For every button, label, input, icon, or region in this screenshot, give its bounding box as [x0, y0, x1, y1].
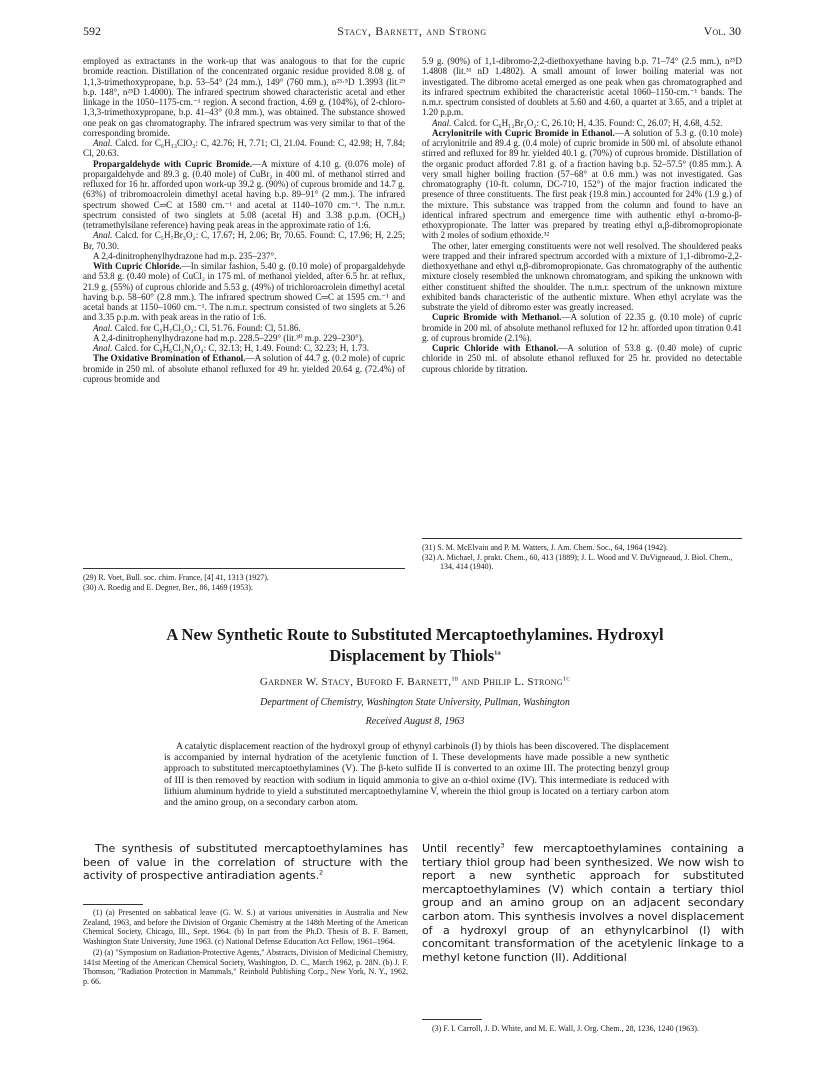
- footnote: (30) A. Roedig and E. Degner, Ber., 86, 1469 (1953).: [83, 582, 253, 592]
- paragraph: [83, 138, 405, 159]
- running-authors: Stacy, Barnett, and Strong: [337, 24, 487, 38]
- byline: [90, 676, 740, 688]
- abstract: A catalytic displacement reaction of the hydroxyl group of ethynyl carbinols (I) by thiols has been discovered. The displacement is accompanied by internal hydration of the acetylenic function of I. These developments have made possible a new synthetic approach to substituted mercaptoethylamines (V). The β-keto sulfide II is converted to an oxime III. The protecting benzyl group of III is then removed by reaction with sodium in liquid ammonia to give an α-thiol oxime (IV). This intermediate is reduced with lithium aluminum hydride to yield a substituted mercaptoethylamine V, wherein the thiol group is located on a tertiary carbon atom and the amino group, on a secondary carbon atom.: [164, 741, 669, 809]
- paragraph: The other, later emerging constituents were not well resolved. The shouldered peaks were trapped and their infrared spectrum accorded with a mixture of 1,1-dibromo-2,2-diethoxyethane and ethyl α,β-dibromopropionate. Gas chromatography of the authentic mixture closely resembled the unknown chromatogram, and spiking the unknown with either constituent shifted the shoulder. The n.m.r. spectrum of the unknown mixture exhibited bands characteristic of the authentic mixture. When ethyl acrylate was the substrate the yield of dibromo ester was greatly increased.: [422, 240, 742, 312]
- running-header: [83, 24, 741, 42]
- footnote: (29) R. Voet, Bull. soc. chim. France, [4] 41, 1313 (1927).: [83, 573, 269, 582]
- paragraph-text: few mercaptoethylamines containing a tertiary thiol group had been synthesized. We now wish to report a new synthetic approach for substituted mercaptoethylamines (V) which contain a tertiary thiol group and an amino group on an adjacent secondary carbon atom. This synthesis involves a novel displacement of a hydroxyl group of an ethynylcarbinol (I) with concomitant transformation of the acetylenic linkage to a methyl ketone function (II). Additional: [422, 842, 744, 964]
- paragraph-text: —A solution of 22.35 g. (0.10 mole) of cupric bromide in 200 ml. of absolute methanol refluxed for 12 hr. afforded upon titration 0.41 g. of cuprous bromide (2.1%).: [422, 312, 742, 343]
- footnote-rule: [422, 1019, 482, 1020]
- paragraph-text: —A solution of 53.8 g. (0.40 mole) of cupric chloride in 250 ml. of absolute ethanol refluxed for 25 hr. provided no detectable cuprous chloride by titration.: [422, 343, 742, 374]
- footnote: (2) (a) "Symposium on Radiation-Protective Agents," Abstracts, Division of Medicinal Chemistry, 141st Meeting of the American Chemical Society, Washington, D. C., March 1962, p. 28N. (b) J. F. Thomson, "Radiation Protection in Mammals," Reinhold Publishing Corp., New York, N. Y., 1962, p. 66.: [83, 948, 408, 986]
- bottom-right-footnotes: [422, 1024, 744, 1034]
- paragraph: A 2,4-dinitrophenylhydrazone had m.p. 235–237°.: [93, 250, 277, 261]
- anal-label: Anal.: [93, 138, 113, 148]
- analysis-text: Calcd. for C₅H₇Br₃O₂: C, 17.67; H, 2.06; Br, 70.65. Found: C, 17.96; H, 2.25; Br, 70.30.: [83, 230, 405, 251]
- anal-label: Anal.: [93, 343, 113, 353]
- anal-label: Anal.: [93, 230, 113, 241]
- footnote-rule: [83, 568, 405, 569]
- paragraph: [422, 312, 742, 343]
- intro-left: [83, 842, 408, 883]
- footnote: (1) (a) Presented on sabbatical leave (G. W. S.) at various universities in Australia and New Zealand, 1963, and before the Division of Organic Chemistry at the 148th Meeting of the American Chemical Society, Chicago, Ill., Sept. 1964. (b) In part from the Ph.D. Thesis of B. F. Barnett, Washington State University, June 1963. (c) National Defense Education Act Fellow, 1961–1964.: [83, 908, 408, 946]
- author-footnote-marker: 1b: [451, 675, 459, 683]
- intro-right: [422, 842, 744, 964]
- title-line: A New Synthetic Route to Substituted Mercaptoethylamines. Hydroxyl: [166, 625, 664, 644]
- paragraph-text: —In similar fashion, 5.40 g. (0.10 mole) of propargaldehyde and 53.8 g. (0.40 mole) of CuCl₂ in 175 ml. of methanol yielded, after 6.5 hr. at reflux, 21.9 g. (55%) of cuprous chloride and 5.53 g. (49%) of trichloroacrolein dimethyl acetal having b.p. 58–60° (2.8 mm.). The infrared spectrum showed C═C at 1595 cm.⁻¹ and acetal bands at 1150–1060 cm.⁻¹. The n.m.r. spectrum consisted of two singlets at 5.26 and 3.35 p.p.m. with peak areas in the ratio of 1:6.: [83, 261, 405, 323]
- article-title: [90, 624, 740, 666]
- section-heading: The Oxidative Bromination of Ethanol.: [93, 353, 246, 364]
- author-name: Philip L. Strong: [482, 676, 563, 688]
- analysis-text: Calcd. for C₉H₆Cl₂N₄O₄: C, 32.13; H, 1.49. Found: C, 32.23; H, 1.73.: [112, 343, 370, 353]
- footnote: (31) S. M. McElvain and P. M. Watters, J. Am. Chem. Soc., 64, 1964 (1942).: [422, 543, 668, 552]
- paragraph: [83, 261, 405, 323]
- paragraph: [422, 842, 744, 964]
- footnote-rule: [83, 904, 143, 905]
- anal-label: Anal.: [93, 322, 113, 333]
- section-heading: With Cupric Chloride.: [93, 261, 182, 271]
- right-footnotes: [422, 543, 742, 572]
- paragraph: [83, 353, 405, 384]
- paragraph-text: Until recently: [422, 842, 501, 855]
- paragraph: [422, 118, 742, 128]
- page-number: 592: [83, 24, 101, 38]
- analysis-text: Calcd. for C₆H₁₂Br₂O₂: C, 26.10; H, 4.35. Found: C, 26.07; H, 4.68, 4.52.: [451, 117, 723, 128]
- conjunction: and: [458, 676, 483, 688]
- analysis-text: Calcd. for C₅H₇Cl₃O₂: Cl, 51.76. Found: Cl, 51.86.: [112, 322, 301, 333]
- paragraph: [83, 230, 405, 251]
- affiliation: Department of Chemistry, Washington State University, Pullman, Washington: [260, 697, 570, 708]
- title-line: [90, 645, 740, 666]
- footnote: (3) F. I. Carroll, J. D. White, and M. E. Wall, J. Org. Chem., 28, 1236, 1240 (1963).: [432, 1024, 699, 1033]
- section-heading: Cupric Bromide with Methanol.: [432, 312, 562, 323]
- title-footnote-marker: 1a: [494, 649, 501, 657]
- paragraph: [83, 159, 405, 231]
- volume-label: Vol. 30: [703, 24, 741, 38]
- analysis-text: Calcd. for C₆H₁₃ClO₃: C, 42.76; H, 7.71; Cl, 21.04. Found: C, 42.98; H, 7.84; Cl, 20.63.: [83, 138, 405, 159]
- author-name: Buford F. Barnett,: [356, 676, 452, 688]
- paragraph: [83, 343, 405, 353]
- section-heading: Propargaldehyde with Cupric Bromide.: [93, 158, 252, 169]
- paragraph: [422, 343, 742, 374]
- left-column: [83, 56, 405, 384]
- paragraph-text: —A mixture of 4.10 g. (0.076 mole) of propargaldehyde and 89.3 g. (0.40 mole) of CuBr₂ in 400 ml. of methanol stirred and refluxed for 16 hr. afforded upon work-up 39.2 g. (90%) of cuprous bromide and 14.7 g. (63%) of tribromoacrolein dimethyl acetal having b.p. 89–91° (2 mm.). The infrared spectrum showed C═C at 1580 cm.⁻¹ and acetal at 1140–1070 cm.⁻¹. The n.m.r. spectrum consisted of two singlets at 5.08 (acetal H) and 3.38 p.p.m. (OCH₃) (tetramethylsilane reference) having peak areas in the approximate ratio of 1:6.: [83, 158, 405, 230]
- left-footnotes: [83, 573, 405, 592]
- paragraph-text: The synthesis of substituted mercaptoethylamines has been of value in the correlation of structure with the activity of prospective antiradiation agents.: [83, 842, 408, 883]
- paragraph-text: —A solution of 5.3 g. (0.10 mole) of acrylonitrile and 89.4 g. (0.4 mole) of cupric bromide in 500 ml. of absolute ethanol stirred and refluxed for 89 hr. yielded 40.1 g. (70%) of cuprous bromide. Distillation of the organic product afforded 7.81 g. of a fraction having b.p. 52–57.5° (0.85 mm.). A very small higher boiling fraction (57–68° at 0.6 mm.) was not investigated. Gas chromatography (10-ft. column, DC-710, 152°) of the major fraction indicated the presence of three constituents. The first peak (19.8 min.) accounted for 24% (1.9 g.) of the mixture. This substance was trapped from the column and found to have an identical infrared spectrum and emergence time with authentic ethyl α-bromo-β-ethoxypropionate. The latter was prepared by treating ethyl α,β-dibromopropionate with 2 moles of sodium ethoxide.³²: [422, 127, 742, 241]
- received-date: Received August 8, 1963: [365, 716, 465, 727]
- right-column: [422, 56, 742, 374]
- author-name: Gardner W. Stacy,: [259, 676, 357, 688]
- paragraph: employed as extractants in the work-up that was analogous to that for the cupric bromide reaction. Distillation of the concentrated organic residue provided 8.08 g. of 1,1,3-trimethoxypropane, b.p. 53–54° (24 mm.), 149° (760 mm.), n²³·⁵D 1.3993 (lit.²⁹ b.p. 148°, n²⁵D 1.4000). The infrared spectrum showed characteristic acetal and ether linkage in the 1050–1175-cm.⁻¹ region. A second fraction, 4.69 g. (104%), of 2-chloro-1,3,3-trimethoxypropane, b.p. 41–43° (0.8 mm.), was obtained. The substance showed one peak on gas chromatography. The infrared spectrum was very similar to that of the corresponding bromide.: [83, 56, 405, 138]
- author-footnote-marker: 1c: [562, 675, 571, 683]
- title-text: Displacement by Thiols: [329, 646, 495, 665]
- paragraph: [83, 323, 405, 333]
- paragraph: A 2,4-dinitrophenylhydrazone had m.p. 228.5–229° (lit.³⁰ m.p. 229–230°).: [93, 332, 365, 343]
- footnote-marker: 2: [319, 868, 324, 877]
- footnote-rule: [422, 538, 742, 539]
- section-heading: Acrylonitrile with Cupric Bromide in Ethanol.: [432, 127, 615, 138]
- section-heading: Cupric Chloride with Ethanol.: [432, 343, 559, 353]
- paragraph: [83, 842, 408, 883]
- footnote-marker: 3: [500, 841, 505, 850]
- paragraph: 5.9 g. (90%) of 1,1-dibromo-2,2-diethoxyethane having b.p. 71–74° (2.5 mm.), n²⁵D 1.4808 (lit.³¹ nD 1.4802). A small amount of lower boiling material was not investigated. The dibromo acetal emerged as one peak when gas chromatographed and its infrared spectrum exhibited the characteristic acetal 1060–1150-cm.⁻¹ bands. The n.m.r. spectrum consisted of doublets at 5.60 and 4.60, a quartet at 3.65, and a triplet at 1.20 p.p.m.: [422, 56, 742, 118]
- bottom-left-footnotes: [83, 908, 408, 986]
- paragraph-text: —A solution of 44.7 g. (0.2 mole) of cupric bromide in 250 ml. of absolute ethanol refluxed for 49 hr. yielded 20.64 g. (72.4%) of cuprous bromide and: [83, 353, 406, 384]
- footnote: (32) A. Michael, J. prakt. Chem., 60, 413 (1889); J. L. Wood and V. DuVigneaud, J. Biol. Chem., 134, 414 (1940).: [422, 552, 733, 571]
- anal-label: Anal.: [432, 117, 452, 128]
- paragraph: [422, 128, 742, 241]
